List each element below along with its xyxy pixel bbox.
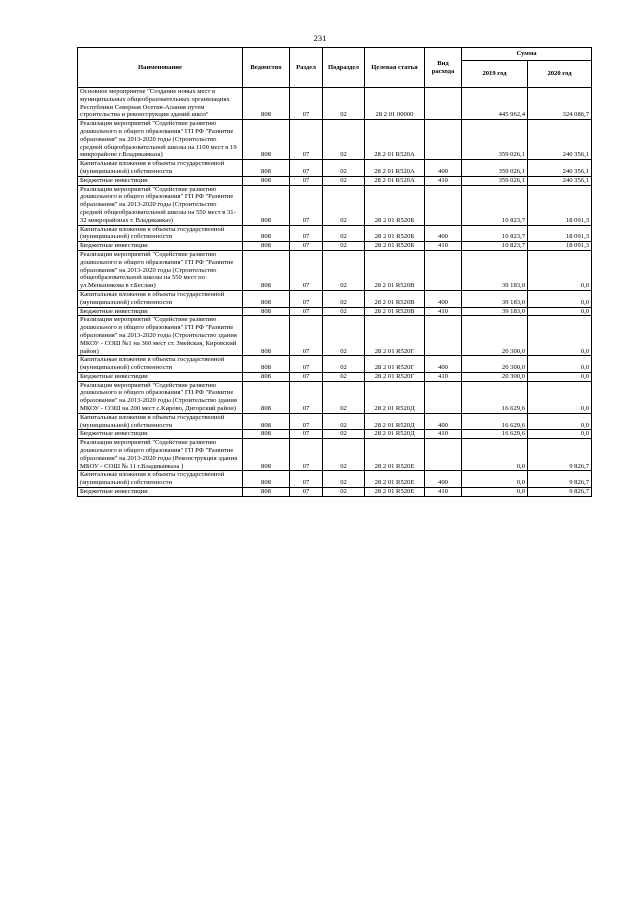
row-2020-cell: 18 091,3 — [528, 242, 592, 251]
table-row — [78, 356, 592, 373]
row-name-cell: Капитальные вложения в объекты государственной (муниципальной) собственности — [78, 471, 243, 488]
row-section-cell: 07 — [290, 439, 323, 471]
table-row — [78, 307, 592, 316]
row-subsection-cell: 02 — [323, 307, 365, 316]
row-target-cell: 28 2 01 R520Г — [365, 356, 425, 373]
row-section-cell: 07 — [290, 185, 323, 225]
row-2019-cell: 20 300,0 — [462, 372, 528, 381]
row-2020-cell: 9 826,7 — [528, 439, 592, 471]
row-2020-cell: 0,0 — [528, 316, 592, 356]
row-expense-type-cell: 400 — [425, 160, 462, 177]
table-row — [78, 250, 592, 290]
row-name-cell: Реализация мероприятий "Содействие развитию дошкольного и общего образования" ГП РФ "Развитие образования" на 2013-2020 годы (Строительство здания МКОУ - СОШ №1 на 360 мест ст. Змейская, Кировский район) — [78, 316, 243, 356]
row-2019-cell: 445 962,4 — [462, 88, 528, 120]
row-subsection-cell: 02 — [323, 430, 365, 439]
row-expense-type-cell — [425, 120, 462, 160]
row-name-cell: Бюджетные инвестиции — [78, 430, 243, 439]
row-target-cell: 28 2 01 R520Е — [365, 471, 425, 488]
row-name-cell: Реализация мероприятий "Содействие развитию дошкольного и общего образования" ГП РФ "Развитие образования" на 2013-2020 годы (Строительство средней общеобразовательной школы на 550 мест в 31-32 микрорайонах г. Владикавказ) — [78, 185, 243, 225]
row-target-cell: 28 2 01 R520Е — [365, 439, 425, 471]
row-expense-type-cell: 400 — [425, 413, 462, 430]
row-2019-cell: 359 026,1 — [462, 120, 528, 160]
row-2020-cell: 324 086,7 — [528, 88, 592, 120]
table-body — [78, 88, 592, 497]
row-subsection-cell: 02 — [323, 250, 365, 290]
row-section-cell: 07 — [290, 430, 323, 439]
row-subsection-cell: 02 — [323, 439, 365, 471]
row-subsection-cell: 02 — [323, 488, 365, 497]
header-year-2019: 2019 год — [462, 61, 528, 88]
row-section-cell: 07 — [290, 160, 323, 177]
row-2020-cell: 240 356,1 — [528, 176, 592, 185]
row-expense-type-cell — [425, 88, 462, 120]
row-2019-cell: 39 183,0 — [462, 250, 528, 290]
table-row — [78, 225, 592, 242]
row-expense-type-cell: 410 — [425, 488, 462, 497]
table-row — [78, 242, 592, 251]
row-section-cell: 07 — [290, 250, 323, 290]
row-dept-cell: 808 — [243, 316, 290, 356]
row-target-cell: 28 2 01 R520А — [365, 160, 425, 177]
row-dept-cell: 808 — [243, 439, 290, 471]
row-target-cell: 28 2 01 R520Д — [365, 430, 425, 439]
row-name-cell: Реализация мероприятий "Содействие развитию дошкольного и общего образования" ГП РФ "Развитие образования" на 2013-2020 годы (Строительство здания МКОУ - СОШ на 200 мест с.Кирово, Дигорский район) — [78, 381, 243, 413]
row-dept-cell: 808 — [243, 120, 290, 160]
row-subsection-cell: 02 — [323, 356, 365, 373]
header-year-2020: 2020 год — [528, 61, 592, 88]
row-expense-type-cell: 400 — [425, 356, 462, 373]
row-dept-cell: 808 — [243, 413, 290, 430]
row-2020-cell: 240 356,1 — [528, 160, 592, 177]
row-name-cell: Капитальные вложения в объекты государственной (муниципальной) собственности — [78, 290, 243, 307]
table-header — [78, 48, 592, 88]
row-section-cell: 07 — [290, 381, 323, 413]
row-target-cell: 28 2 01 R520В — [365, 250, 425, 290]
row-dept-cell: 808 — [243, 160, 290, 177]
row-subsection-cell: 02 — [323, 290, 365, 307]
row-subsection-cell: 02 — [323, 160, 365, 177]
header-name: Наименование — [78, 48, 243, 88]
table-row — [78, 120, 592, 160]
row-2020-cell: 9 826,7 — [528, 488, 592, 497]
row-target-cell: 28 2 01 R520А — [365, 176, 425, 185]
row-dept-cell: 808 — [243, 185, 290, 225]
row-2020-cell: 0,0 — [528, 413, 592, 430]
row-2020-cell: 240 356,1 — [528, 120, 592, 160]
row-subsection-cell: 02 — [323, 242, 365, 251]
row-expense-type-cell: 400 — [425, 290, 462, 307]
row-name-cell: Реализация мероприятий "Содействие развитию дошкольного и общего образования" ГП РФ "Развитие образования" на 2013-2020 годы (Реконструкция здания МБОУ - СОШ № 11 г.Владикавказа ) — [78, 439, 243, 471]
table-row — [78, 316, 592, 356]
row-section-cell: 07 — [290, 176, 323, 185]
row-name-cell: Капитальные вложения в объекты государственной (муниципальной) собственности — [78, 225, 243, 242]
header-dept: Ведомство — [243, 48, 290, 88]
row-name-cell: Реализация мероприятий "Содействие развитию дошкольного и общего образования" ГП РФ "Развитие образования" на 2013-2020 годы (Строительство средней общеобразовательной школы на 1100 мест в 19 микрорайоне г.Владикавказа) — [78, 120, 243, 160]
row-2020-cell: 0,0 — [528, 307, 592, 316]
table-row — [78, 413, 592, 430]
row-2019-cell: 0,0 — [462, 488, 528, 497]
row-2019-cell: 359 026,1 — [462, 160, 528, 177]
row-target-cell: 28 2 01 R520Б — [365, 225, 425, 242]
row-expense-type-cell: 410 — [425, 242, 462, 251]
row-dept-cell: 808 — [243, 242, 290, 251]
budget-table — [77, 47, 592, 497]
row-section-cell: 07 — [290, 372, 323, 381]
row-2020-cell: 9 826,7 — [528, 471, 592, 488]
table-row — [78, 160, 592, 177]
row-2020-cell: 0,0 — [528, 372, 592, 381]
row-expense-type-cell: 410 — [425, 307, 462, 316]
table-row — [78, 439, 592, 471]
row-2019-cell: 16 629,6 — [462, 430, 528, 439]
row-section-cell: 07 — [290, 488, 323, 497]
row-2019-cell: 0,0 — [462, 471, 528, 488]
row-dept-cell: 808 — [243, 307, 290, 316]
row-dept-cell: 808 — [243, 471, 290, 488]
row-dept-cell: 808 — [243, 290, 290, 307]
row-2020-cell: 0,0 — [528, 290, 592, 307]
row-target-cell: 28 2 01 R520А — [365, 120, 425, 160]
table-row — [78, 488, 592, 497]
row-target-cell: 28 2 01 R520В — [365, 290, 425, 307]
row-target-cell: 28 2 01 R520Д — [365, 413, 425, 430]
page-number: 231 — [313, 33, 327, 43]
row-2019-cell: 20 300,0 — [462, 356, 528, 373]
row-section-cell: 07 — [290, 242, 323, 251]
row-2020-cell: 0,0 — [528, 250, 592, 290]
table-row — [78, 290, 592, 307]
row-target-cell: 28 2 01 R520Е — [365, 488, 425, 497]
header-sum: Сумма — [462, 48, 592, 61]
row-section-cell: 07 — [290, 225, 323, 242]
row-dept-cell: 808 — [243, 488, 290, 497]
row-target-cell: 28 2 01 00000 — [365, 88, 425, 120]
row-section-cell: 07 — [290, 413, 323, 430]
header-subsection: Подраздел — [323, 48, 365, 88]
row-name-cell: Бюджетные инвестиции — [78, 242, 243, 251]
row-section-cell: 07 — [290, 471, 323, 488]
row-expense-type-cell — [425, 185, 462, 225]
row-dept-cell: 808 — [243, 430, 290, 439]
row-2020-cell: 0,0 — [528, 356, 592, 373]
row-dept-cell: 808 — [243, 381, 290, 413]
row-subsection-cell: 02 — [323, 176, 365, 185]
row-2020-cell: 18 091,3 — [528, 225, 592, 242]
row-expense-type-cell — [425, 316, 462, 356]
header-target: Целевая статья — [365, 48, 425, 88]
row-expense-type-cell: 400 — [425, 471, 462, 488]
row-section-cell: 07 — [290, 120, 323, 160]
row-target-cell: 28 2 01 R520Г — [365, 372, 425, 381]
row-2020-cell: 0,0 — [528, 430, 592, 439]
row-expense-type-cell — [425, 381, 462, 413]
row-2019-cell: 20 300,0 — [462, 316, 528, 356]
table-row — [78, 471, 592, 488]
row-2019-cell: 16 629,6 — [462, 381, 528, 413]
row-subsection-cell: 02 — [323, 413, 365, 430]
row-subsection-cell: 02 — [323, 88, 365, 120]
row-section-cell: 07 — [290, 307, 323, 316]
row-subsection-cell: 02 — [323, 225, 365, 242]
table-row — [78, 430, 592, 439]
row-subsection-cell: 02 — [323, 381, 365, 413]
row-2020-cell: 0,0 — [528, 381, 592, 413]
row-2019-cell: 39 183,0 — [462, 290, 528, 307]
row-expense-type-cell: 400 — [425, 225, 462, 242]
row-name-cell: Реализация мероприятий "Содействие развитию дошкольного и общего образования" ГП РФ "Развитие образования" на 2013-2020 годы (Строительство общеобразовательной школы на 550 мест по ул.Меньшикова в г.Беслан) — [78, 250, 243, 290]
row-subsection-cell: 02 — [323, 471, 365, 488]
row-dept-cell: 808 — [243, 225, 290, 242]
table-row — [78, 176, 592, 185]
row-section-cell: 07 — [290, 88, 323, 120]
row-expense-type-cell: 410 — [425, 176, 462, 185]
row-2019-cell: 10 823,7 — [462, 225, 528, 242]
row-name-cell: Капитальные вложения в объекты государственной (муниципальной) собственности — [78, 160, 243, 177]
table-row — [78, 381, 592, 413]
row-name-cell: Бюджетные инвестиции — [78, 372, 243, 381]
row-target-cell: 28 2 01 R520Б — [365, 185, 425, 225]
row-2019-cell: 10 823,7 — [462, 242, 528, 251]
row-subsection-cell: 02 — [323, 316, 365, 356]
table-row — [78, 185, 592, 225]
row-section-cell: 07 — [290, 356, 323, 373]
table-row — [78, 372, 592, 381]
row-2019-cell: 16 629,6 — [462, 413, 528, 430]
row-2019-cell: 10 823,7 — [462, 185, 528, 225]
row-expense-type-cell — [425, 439, 462, 471]
row-target-cell: 28 2 01 R520Г — [365, 316, 425, 356]
row-section-cell: 07 — [290, 316, 323, 356]
row-name-cell: Бюджетные инвестиции — [78, 488, 243, 497]
row-dept-cell: 808 — [243, 250, 290, 290]
row-expense-type-cell: 410 — [425, 372, 462, 381]
row-expense-type-cell — [425, 250, 462, 290]
row-2019-cell: 39 183,0 — [462, 307, 528, 316]
row-section-cell: 07 — [290, 290, 323, 307]
row-expense-type-cell: 410 — [425, 430, 462, 439]
row-name-cell: Основное мероприятие "Создание новых мест в муниципальных общеобразовательных организациях Республики Северная Осетия-Алания путем строительства и реконструкции зданий школ" — [78, 88, 243, 120]
row-subsection-cell: 02 — [323, 372, 365, 381]
row-target-cell: 28 2 01 R520Б — [365, 242, 425, 251]
row-name-cell: Капитальные вложения в объекты государственной (муниципальной) собственности — [78, 356, 243, 373]
row-2019-cell: 359 026,1 — [462, 176, 528, 185]
row-target-cell: 28 2 01 R520Д — [365, 381, 425, 413]
row-2019-cell: 0,0 — [462, 439, 528, 471]
row-subsection-cell: 02 — [323, 120, 365, 160]
row-name-cell: Бюджетные инвестиции — [78, 307, 243, 316]
row-target-cell: 28 2 01 R520В — [365, 307, 425, 316]
table-row — [78, 88, 592, 120]
header-expense-type: Вид расхода — [425, 48, 462, 88]
row-dept-cell: 808 — [243, 176, 290, 185]
row-name-cell: Капитальные вложения в объекты государственной (муниципальной) собственности — [78, 413, 243, 430]
row-subsection-cell: 02 — [323, 185, 365, 225]
header-section: Раздел — [290, 48, 323, 88]
row-dept-cell: 808 — [243, 88, 290, 120]
row-dept-cell: 808 — [243, 372, 290, 381]
row-name-cell: Бюджетные инвестиции — [78, 176, 243, 185]
row-2020-cell: 18 091,3 — [528, 185, 592, 225]
row-dept-cell: 808 — [243, 356, 290, 373]
